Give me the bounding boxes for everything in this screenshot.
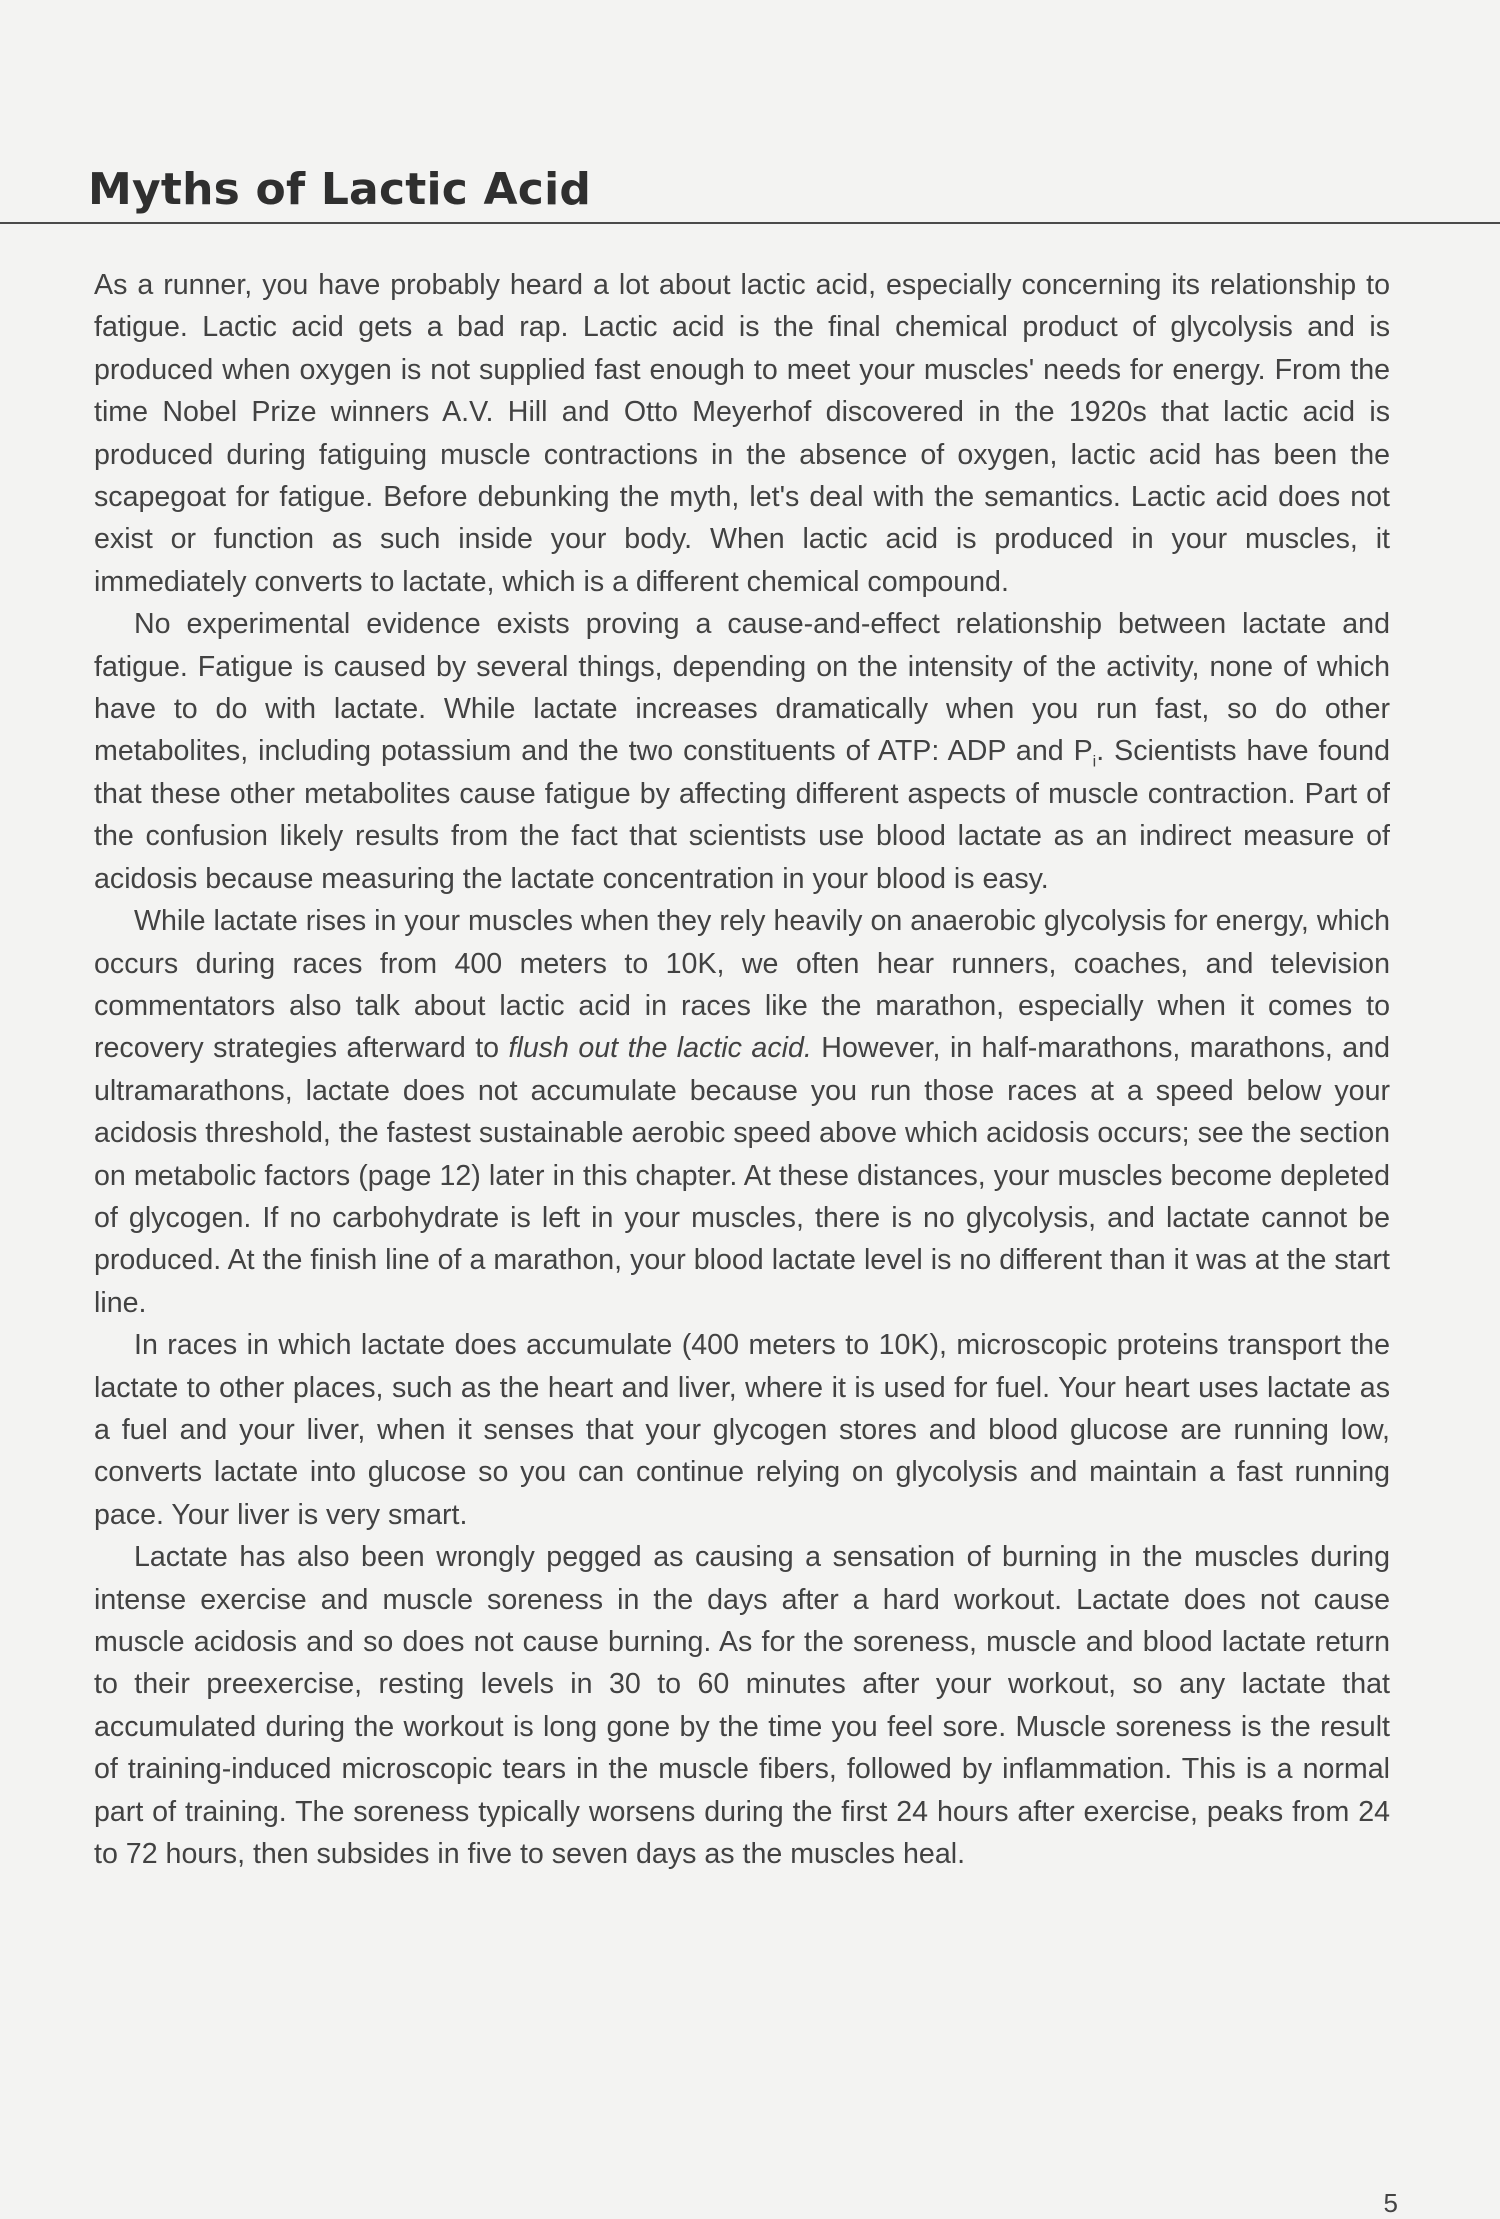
paragraph-2-text-b: . Scientists have found that these other metabolites cause fatigue by affecting different aspects of muscle contraction. Part of the confusion likely results from the fact that scientists use blood lactate as an indirect measure of acidosis because measuring the lactate concentration in your blood is easy. <box>94 735 1390 895</box>
paragraph-1-text: As a runner, you have probably heard a lot about lactic acid, especially concerning its relationship to fatigue. Lactic acid gets a bad rap. Lactic acid is the final chemical product of glycolysis and is produced when oxygen is not supplied fast enough to meet your muscles' needs for energy. From the time Nobel Prize winners A.V. Hill and Otto Meyerhof discovered in the 1920s that lactic acid is produced during fatiguing muscle contractions in the absence of oxygen, lactic acid has been the scapegoat for fatigue. Before debunking the myth, let's deal with the semantics. Lactic acid does not exist or function as such inside your body. When lactic acid is produced in your muscles, it immediately converts to lactate, which is a different chemical compound. <box>94 269 1390 598</box>
section-title: Myths of Lactic Acid <box>88 164 592 215</box>
paragraph-2 <box>94 603 1390 900</box>
page-number: 5 <box>1383 2188 1398 2218</box>
paragraph-4-text: In races in which lactate does accumulate (400 meters to 10K), microscopic proteins transport the lactate to other places, such as the heart and liver, where it is used for fuel. Your heart uses lactate as a fuel and your liver, when it senses that your glycogen stores and blood glucose are running low, converts lactate into glucose so you can continue relying on glycolysis and maintain a fast running pace. Your liver is very smart. <box>94 1329 1390 1531</box>
subscript-i: i <box>1092 754 1097 772</box>
title-underline-rule <box>0 222 1500 224</box>
paragraph-4 <box>94 1324 1390 1536</box>
paragraph-3-text-b: However, in half-marathons, marathons, and ultramarathons, lactate does not accumulate because you run those races at a speed below your acidosis threshold, the fastest sustainable aerobic speed above which acidosis occurs; see the section on metabolic factors (page 12) later in this chapter. At these distances, your muscles become depleted of glycogen. If no carbohydrate is left in your muscles, there is no glycolysis, and lactate cannot be produced. At the finish line of a marathon, your blood lactate level is no different than it was at the start line. <box>94 1032 1391 1319</box>
body-text <box>94 264 1390 1875</box>
paragraph-2-text-a: No experimental evidence exists proving a cause-and-effect relationship between lactate and fatigue. Fatigue is caused by several things, depending on the intensity of the activity, none of which have to do with lactate. While lactate increases dramatically when you run fast, so do other metabolites, including potassium and the two constituents of ATP: ADP and P <box>94 608 1390 768</box>
paragraph-5 <box>94 1536 1390 1875</box>
paragraph-5-text: Lactate has also been wrongly pegged as causing a sensation of burning in the muscles during intense exercise and muscle soreness in the days after a hard workout. Lactate does not cause muscle acidosis and so does not cause burning. As for the soreness, muscle and blood lactate return to their preexercise, resting levels in 30 to 60 minutes after your workout, so any lactate that accumulated during the workout is long gone by the time you feel sore. Muscle soreness is the result of training-induced microscopic tears in the muscle fibers, followed by inflammation. This is a normal part of training. The soreness typically worsens during the first 24 hours after exercise, peaks from 24 to 72 hours, then subsides in five to seven days as the muscles heal. <box>94 1541 1390 1871</box>
paragraph-1 <box>94 264 1390 603</box>
paragraph-3-text-a: While lactate rises in your muscles when they rely heavily on anaerobic glycolysis for energy, which occurs during races from 400 meters to 10K, we often hear runners, coaches, and television commentators also talk about lactic acid in races like the marathon, especially when it comes to recovery strategies afterward to <box>94 905 1390 1065</box>
paragraph-3 <box>94 900 1390 1324</box>
paragraph-3-italic-phrase: flush out the lactic acid. <box>508 1032 812 1065</box>
